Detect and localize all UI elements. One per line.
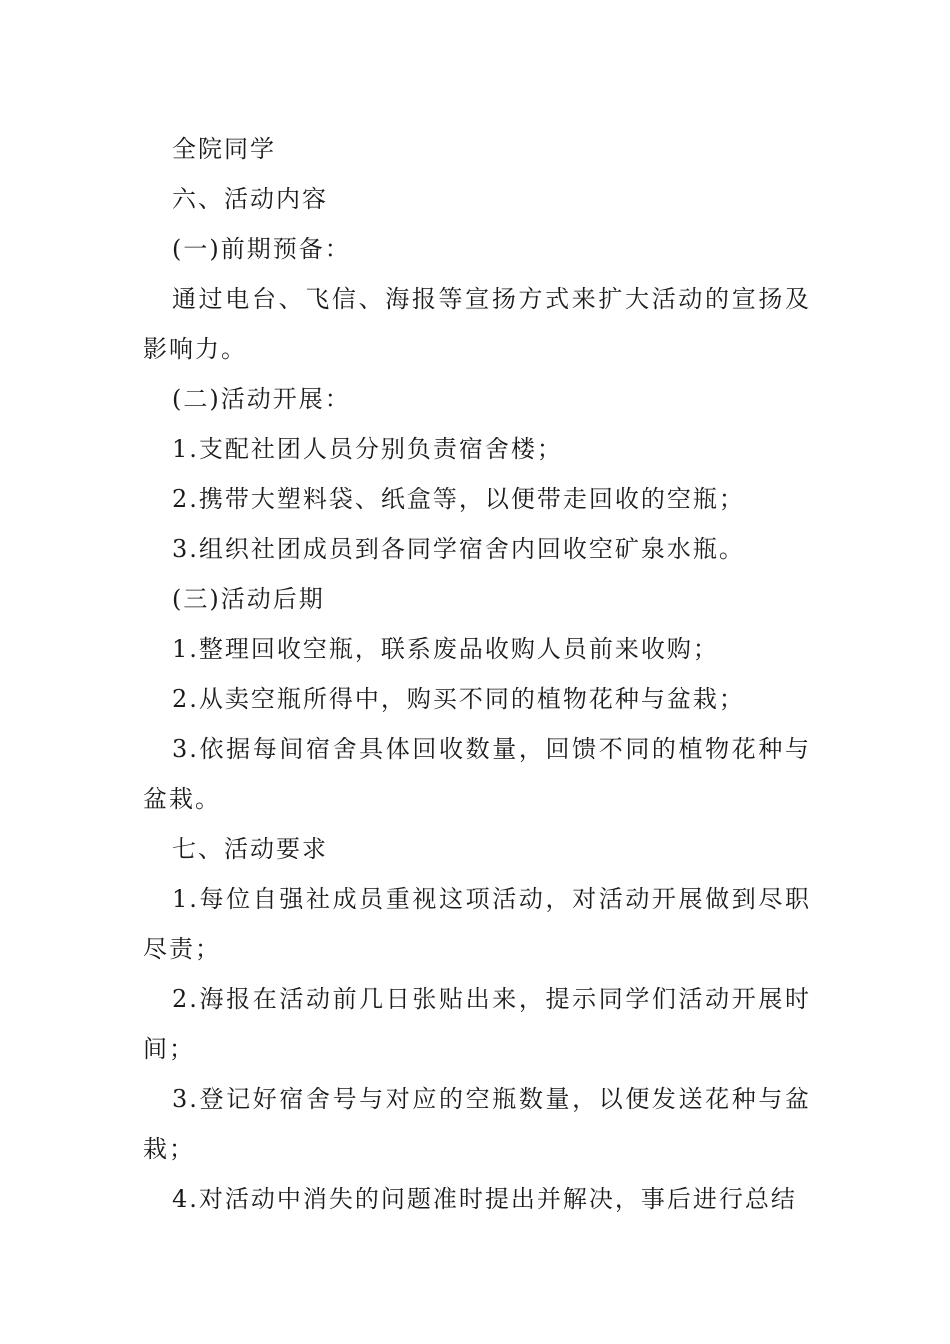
recipients-line: 全院同学 bbox=[172, 135, 276, 163]
list-item-requirement-3: 3.登记好宿舍号与对应的空瓶数量，以便发送花种与盆栽； bbox=[143, 1085, 811, 1163]
list-item-requirement-1: 1.每位自强社成员重视这项活动，对活动开展做到尽职尽责； bbox=[143, 885, 811, 963]
paragraph-promotion: 通过电台、飞信、海报等宣扬方式来扩大活动的宣扬及影响力。 bbox=[143, 285, 811, 363]
subheading-activity-execution: (二)活动开展： bbox=[172, 385, 351, 413]
section-heading-requirements: 七、活动要求 bbox=[172, 835, 328, 863]
list-item-post-2: 2.从卖空瓶所得中，购买不同的植物花种与盆栽； bbox=[172, 685, 745, 713]
list-item-execution-3: 3.组织社团成员到各同学宿舍内回收空矿泉水瓶。 bbox=[172, 535, 745, 563]
subheading-preparation: (一)前期预备： bbox=[172, 235, 351, 263]
document-body bbox=[143, 124, 811, 1224]
subheading-post-activity: (三)活动后期 bbox=[172, 585, 325, 613]
list-item-requirement-4: 4.对活动中消失的问题准时提出并解决，事后进行总结 bbox=[172, 1185, 797, 1213]
list-item-post-1: 1.整理回收空瓶，联系废品收购人员前来收购； bbox=[172, 635, 719, 663]
list-item-requirement-2: 2.海报在活动前几日张贴出来，提示同学们活动开展时间； bbox=[143, 985, 811, 1063]
list-item-execution-1: 1.支配社团人员分别负责宿舍楼； bbox=[172, 435, 563, 463]
list-item-post-3: 3.依据每间宿舍具体回收数量，回馈不同的植物花种与盆栽。 bbox=[143, 735, 811, 813]
section-heading-activity-content: 六、活动内容 bbox=[172, 185, 328, 213]
list-item-execution-2: 2.携带大塑料袋、纸盒等，以便带走回收的空瓶； bbox=[172, 485, 745, 513]
